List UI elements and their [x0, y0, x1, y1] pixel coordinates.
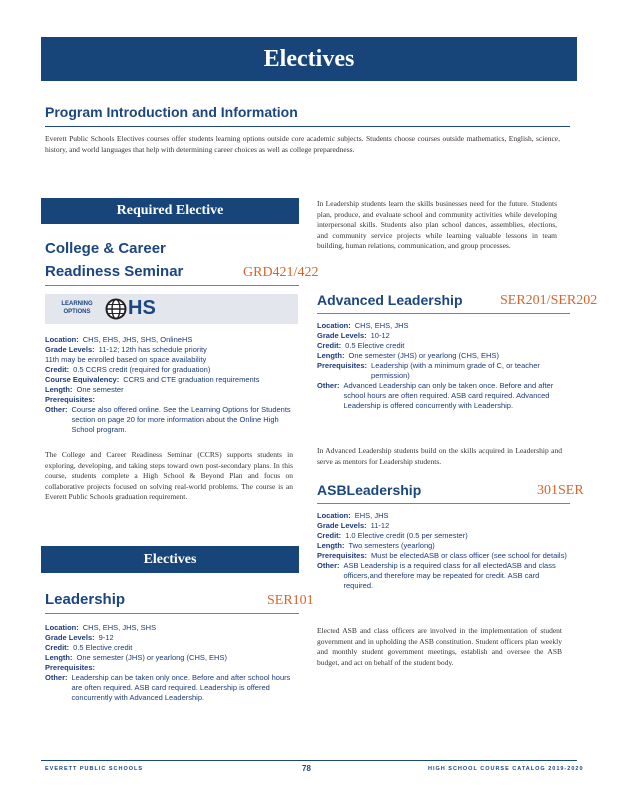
leadership-info-key: Prerequisites: — [45, 663, 96, 672]
advanced-info-value: CHS, EHS, JHS — [354, 321, 409, 330]
asb-leadership-code: 301SER — [537, 483, 584, 498]
globe-icon — [105, 298, 127, 320]
asb-info-key: Prerequisites: — [317, 551, 368, 560]
intro-heading: Program Introduction and Information — [45, 104, 298, 120]
advanced-info-row — [317, 351, 570, 361]
advanced-info-row — [317, 361, 570, 381]
advanced-info-key: Location: — [317, 321, 351, 330]
leadership-info-key: Other: — [45, 673, 68, 682]
page-title: Electives — [263, 46, 355, 72]
leadership-course-code: SER101 — [267, 593, 314, 608]
asb-info-row — [317, 531, 570, 541]
asb-info-value: ASB Leadership is a required class for all electedASB and class officers,and therefore may be repeated for credit. ASB card required. — [343, 561, 556, 590]
leadership-info-key: Credit: — [45, 643, 70, 652]
advanced-info-value: Advanced Leadership can only be taken once. Before and after school hours are often required. ASB card required. Advanced Leadership is offered concurrently with Leadership. — [343, 381, 554, 410]
asb-info-row — [317, 511, 570, 521]
ccr-info-value: 11-12; 12th has schedule priority — [98, 345, 207, 354]
leadership-info-row — [45, 673, 300, 703]
advanced-info-key: Length: — [317, 351, 345, 360]
ccr-title-line2: Readiness Seminar — [45, 263, 184, 280]
advanced-info-row — [317, 321, 570, 331]
ccr-description: The College and Career Readiness Seminar (CCRS) supports students in exploring, developing, and taking steps toward own post-secondary plans. In this course, students complete a High School & Beyond Plan and focus on collaborative projects focused on solving real-world problems. The course is an Everett Public Schools graduation requirement. — [45, 450, 293, 501]
ccr-info-value: CHS, EHS, JHS, SHS, OnlineHS — [82, 335, 193, 344]
asb-leadership-title: ASBLeadership — [317, 482, 422, 498]
ccr-info-value: Course also offered online. See the Learning Options for Students section on page 20 for more information about the Online High School program. — [71, 405, 291, 434]
footer-rule — [41, 760, 577, 761]
leadership-info — [45, 623, 300, 703]
leadership-info-value: Leadership can be taken only once. Before and after school hours are often required. ASB card required. Leadership is offered concurrently with Advanced Leadership. — [71, 673, 291, 702]
asb-info-row — [317, 541, 570, 551]
asb-info-key: Length: — [317, 541, 345, 550]
asb-info-value: 1.0 Elective credit (0.5 per semester) — [345, 531, 468, 540]
advanced-info-value: 10-12 — [370, 331, 390, 340]
asb-info-value: Must be electedASB or class officer (see school for details) — [371, 551, 567, 560]
leadership-info-key: Location: — [45, 623, 79, 632]
learning-options-label: LEARNING OPTIONS — [61, 301, 93, 315]
ccr-info-key: Grade Levels: — [45, 345, 95, 354]
ccr-info-row — [45, 345, 300, 355]
leadership-rule — [45, 613, 299, 614]
advanced-leadership-title: Advanced Leadership — [317, 292, 463, 308]
advanced-info-value: One semester (JHS) or yearlong (CHS, EHS) — [348, 351, 499, 360]
ccr-info-value: 0.5 CCRS credit (required for graduation) — [73, 365, 211, 374]
footer-left: EVERETT PUBLIC SCHOOLS — [45, 766, 144, 772]
advanced-info-key: Prerequisites: — [317, 361, 368, 370]
ccr-info-key: Prerequisites: — [45, 395, 96, 404]
leadership-info-value: One semester (JHS) or yearlong (CHS, EHS) — [76, 653, 227, 662]
leadership-info-row — [45, 663, 300, 673]
leadership-info-row — [45, 623, 300, 633]
leadership-description: In Leadership students learn the skills businesses need for the future. Students plan, produce, and evaluate school and community activities while developing interpersonal skills. Students also plan school dances, assemblies, elections, and community service projects while learning valuable lessons in team building, human relations, communication, and group processes. — [317, 199, 557, 250]
leadership-info-value: 9-12 — [98, 633, 114, 642]
advanced-leadership-description: In Advanced Leadership students build on the skills acquired in Leadership and serve as mentors for Leadership students. — [317, 446, 562, 466]
asb-info-key: Location: — [317, 511, 351, 520]
leadership-info-row — [45, 653, 300, 663]
ccr-info-row — [45, 395, 300, 405]
learning-options-box — [45, 294, 298, 324]
ccr-info-row — [45, 375, 300, 385]
intro-text: Everett Public Schools Electives courses offer students learning options outside core academic subjects. Students choose courses outside mathematics, English, science, history, and world languages that help with determining career choices as well as college preparedness. — [45, 134, 560, 154]
leadership-info-key: Length: — [45, 653, 73, 662]
asb-info-row — [317, 521, 570, 531]
advanced-leadership-rule — [317, 313, 570, 314]
asb-leadership-description: Elected ASB and class officers are involved in the implementation of student government and in upholding the ASB constitution. Student officers plan weekly and monthly student government meetings, establish and oversee the ASB budget, and act on behalf of the student body. — [317, 626, 562, 667]
leadership-info-value: CHS, EHS, JHS, SHS — [82, 623, 157, 632]
footer-page-number: 78 — [302, 764, 311, 773]
asb-leadership-rule — [317, 503, 570, 504]
leadership-info-row — [45, 643, 300, 653]
ccr-info-value: CCRS and CTE graduation requirements — [123, 375, 260, 384]
ccr-info-key: Length: — [45, 385, 73, 394]
leadership-info-key: Grade Levels: — [45, 633, 95, 642]
ccr-info-row — [45, 335, 300, 345]
advanced-info-key: Grade Levels: — [317, 331, 367, 340]
advanced-info-value: Leadership (with a minimum grade of C, or teacher permission) — [371, 361, 540, 380]
ccr-info-row — [45, 405, 300, 435]
electives-banner — [41, 546, 299, 573]
advanced-leadership-info — [317, 321, 570, 411]
leadership-title: Leadership — [45, 591, 126, 608]
asb-leadership-info — [317, 511, 570, 591]
asb-info-key: Grade Levels: — [317, 521, 367, 530]
ccr-info-value: One semester — [76, 385, 124, 394]
ccr-info — [45, 335, 300, 435]
page-title-banner — [41, 37, 577, 81]
asb-info-value: EHS, JHS — [354, 511, 389, 520]
asb-info-row — [317, 561, 570, 591]
asb-info-key: Credit: — [317, 531, 342, 540]
online-hs-logo — [105, 297, 156, 320]
online-hs-logo-text: HS — [128, 297, 156, 319]
asb-info-value: 11-12 — [370, 521, 390, 530]
intro-rule — [45, 126, 570, 127]
ccr-rule — [45, 285, 299, 286]
advanced-info-key: Other: — [317, 381, 340, 390]
ccr-info-row — [45, 385, 300, 395]
advanced-info-row — [317, 341, 570, 351]
ccr-info-row — [45, 365, 300, 375]
leadership-info-value: 0.5 Elective credit — [73, 643, 133, 652]
advanced-info-row — [317, 381, 570, 411]
advanced-info-key: Credit: — [317, 341, 342, 350]
required-elective-label: Required Elective — [116, 203, 224, 218]
advanced-leadership-code: SER201/SER202 — [500, 293, 598, 308]
electives-banner-label: Electives — [143, 552, 197, 567]
ccr-info-key: Credit: — [45, 365, 70, 374]
asb-info-key: Other: — [317, 561, 340, 570]
ccr-info-value: 11th may be enrolled based on space availability — [45, 355, 207, 364]
ccr-course-code: GRD421/422 — [243, 265, 319, 280]
ccr-info-key: Other: — [45, 405, 68, 414]
ccr-title-line1: College & Career — [45, 240, 166, 257]
footer-right: HIGH SCHOOL COURSE CATALOG 2019-2020 — [428, 766, 584, 772]
ccr-info-key: Course Equivalency: — [45, 375, 120, 384]
required-elective-banner — [41, 198, 299, 224]
advanced-info-row — [317, 331, 570, 341]
advanced-info-value: 0.5 Elective credit — [345, 341, 405, 350]
ccr-info-row — [45, 355, 300, 365]
asb-info-value: Two semesters (yearlong) — [348, 541, 435, 550]
leadership-info-row — [45, 633, 300, 643]
ccr-info-key: Location: — [45, 335, 79, 344]
asb-info-row — [317, 551, 570, 561]
